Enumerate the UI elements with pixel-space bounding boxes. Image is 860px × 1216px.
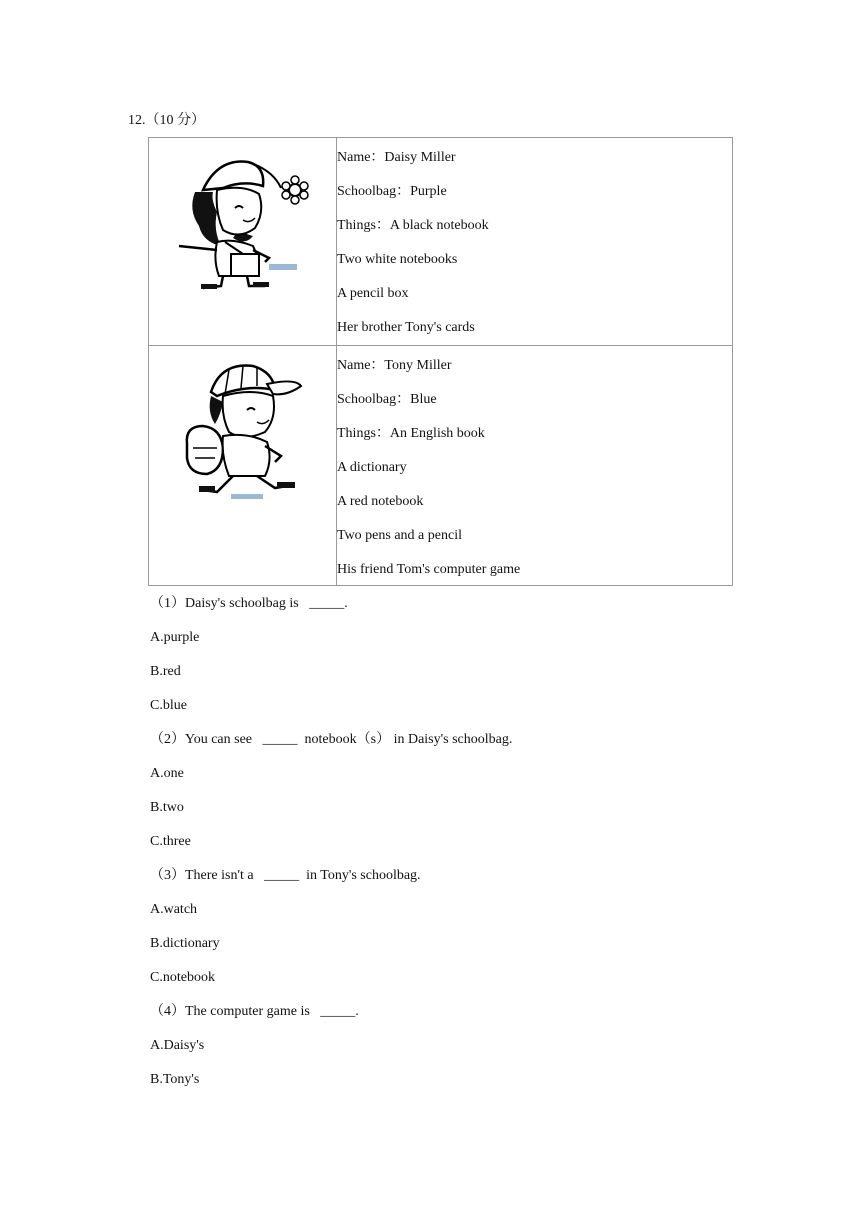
- daisy-info-line: A pencil box: [337, 286, 409, 301]
- question-text: （1）Daisy's schoolbag is: [150, 596, 299, 611]
- daisy-info-cell: [337, 138, 733, 346]
- option: B.dictionary: [150, 936, 220, 951]
- question-number: 12.（10 分）: [128, 113, 205, 128]
- tony-info-line: Things：An English book: [337, 426, 485, 441]
- girl-illustration-icon: [173, 150, 313, 290]
- sub-question-2: [150, 723, 750, 757]
- sub-question-3: [150, 859, 750, 893]
- option: C.three: [150, 834, 191, 849]
- question-text: notebook（s） in Daisy's schoolbag.: [304, 732, 513, 747]
- boy-illustration-icon: [177, 356, 317, 506]
- question-text: （2）You can see: [150, 732, 253, 747]
- option: C.blue: [150, 698, 187, 713]
- question-text: （3）There isn't a: [150, 868, 254, 883]
- daisy-info-line: Things：A black notebook: [337, 218, 489, 233]
- question-text: （4）The computer game is: [150, 1004, 310, 1019]
- daisy-info-line: Her brother Tony's cards: [337, 320, 475, 335]
- table-row-daisy: [149, 138, 733, 346]
- sub-question-4: [150, 995, 750, 1029]
- option: C.notebook: [150, 970, 215, 985]
- answer-blank: _____: [309, 596, 345, 611]
- question-text: in Tony's schoolbag.: [306, 868, 421, 883]
- answer-blank: _____: [264, 868, 300, 883]
- sub-question-1: [150, 587, 750, 621]
- question-text: .: [344, 596, 348, 611]
- option: B.Tony's: [150, 1072, 200, 1087]
- daisy-picture-cell: [149, 138, 337, 346]
- tony-info-cell: [337, 346, 733, 586]
- sub-questions: [150, 587, 750, 1097]
- info-table: [148, 137, 733, 586]
- daisy-info-line: Name：Daisy Miller: [337, 150, 456, 165]
- daisy-info-line: Two white notebooks: [337, 252, 458, 267]
- tony-info-line: A red notebook: [337, 494, 424, 509]
- option: A.purple: [150, 630, 200, 645]
- option: A.watch: [150, 902, 198, 917]
- option: B.two: [150, 800, 184, 815]
- option: A.one: [150, 766, 184, 781]
- answer-blank: _____: [320, 1004, 356, 1019]
- tony-picture-cell: [149, 346, 337, 586]
- table-row-tony: [149, 346, 733, 586]
- daisy-info-line: Schoolbag：Purple: [337, 184, 447, 199]
- option: A.Daisy's: [150, 1038, 205, 1053]
- tony-info-line: A dictionary: [337, 460, 407, 475]
- tony-info-line: Name：Tony Miller: [337, 358, 452, 373]
- tony-info-line: Schoolbag：Blue: [337, 392, 437, 407]
- answer-blank: _____: [262, 732, 298, 747]
- option: B.red: [150, 664, 181, 679]
- tony-info-line: His friend Tom's computer game: [337, 562, 521, 577]
- question-text: .: [355, 1004, 359, 1019]
- tony-info-line: Two pens and a pencil: [337, 528, 462, 543]
